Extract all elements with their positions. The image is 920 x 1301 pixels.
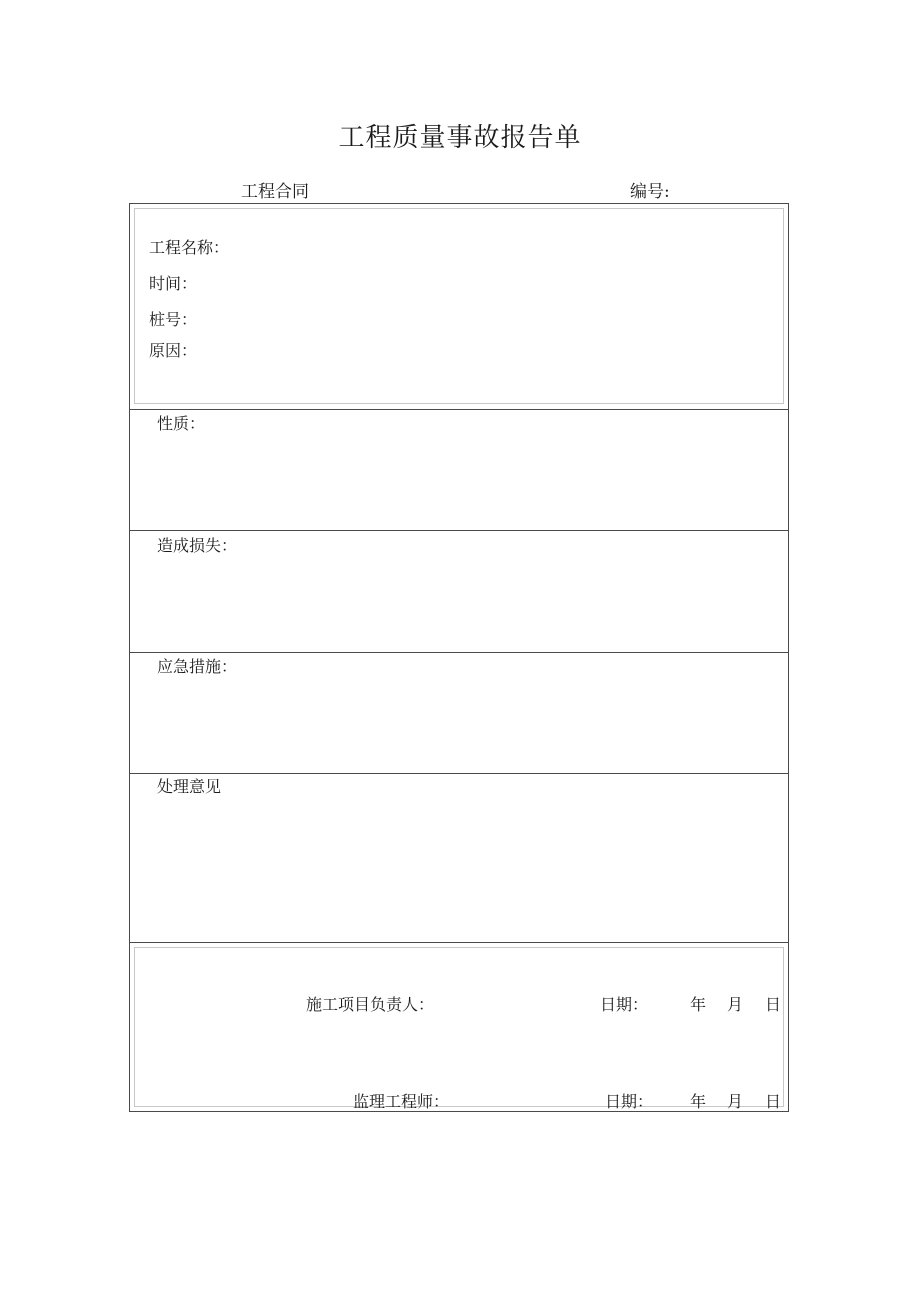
supervisor-year-label: 年	[690, 1092, 707, 1111]
construction-month-label: 月	[727, 995, 744, 1014]
row-divider-emergency	[129, 773, 789, 774]
row-divider-loss	[129, 652, 789, 653]
construction-day-label: 日	[765, 995, 782, 1014]
time-label: 时间：	[149, 274, 198, 293]
construction-date-label: 日期：	[600, 995, 649, 1014]
contract-label: 工程合同	[241, 182, 309, 202]
emergency-measures-label: 应急措施：	[157, 657, 238, 676]
page-title: 工程质量事故报告单	[338, 123, 582, 153]
nature-label: 性质：	[157, 414, 206, 433]
supervisor-month-label: 月	[727, 1092, 744, 1111]
supervisor-engineer-label: 监理工程师：	[353, 1092, 450, 1111]
construction-manager-label: 施工项目负责人：	[306, 995, 435, 1014]
info-cell-frame	[134, 208, 784, 404]
row-divider-opinion	[129, 942, 789, 943]
cause-label: 原因：	[149, 341, 198, 360]
report-number-label: 编号:	[630, 182, 670, 202]
project-name-label: 工程名称：	[149, 238, 230, 257]
row-divider-nature	[129, 530, 789, 531]
row-divider-info	[129, 409, 789, 410]
construction-year-label: 年	[690, 995, 707, 1014]
supervisor-date-label: 日期：	[605, 1092, 654, 1111]
loss-label: 造成损失：	[157, 536, 238, 555]
station-label: 桩号：	[149, 310, 198, 329]
supervisor-day-label: 日	[765, 1092, 782, 1111]
signature-cell-frame	[134, 947, 784, 1107]
handling-opinion-label: 处理意见	[157, 777, 222, 796]
